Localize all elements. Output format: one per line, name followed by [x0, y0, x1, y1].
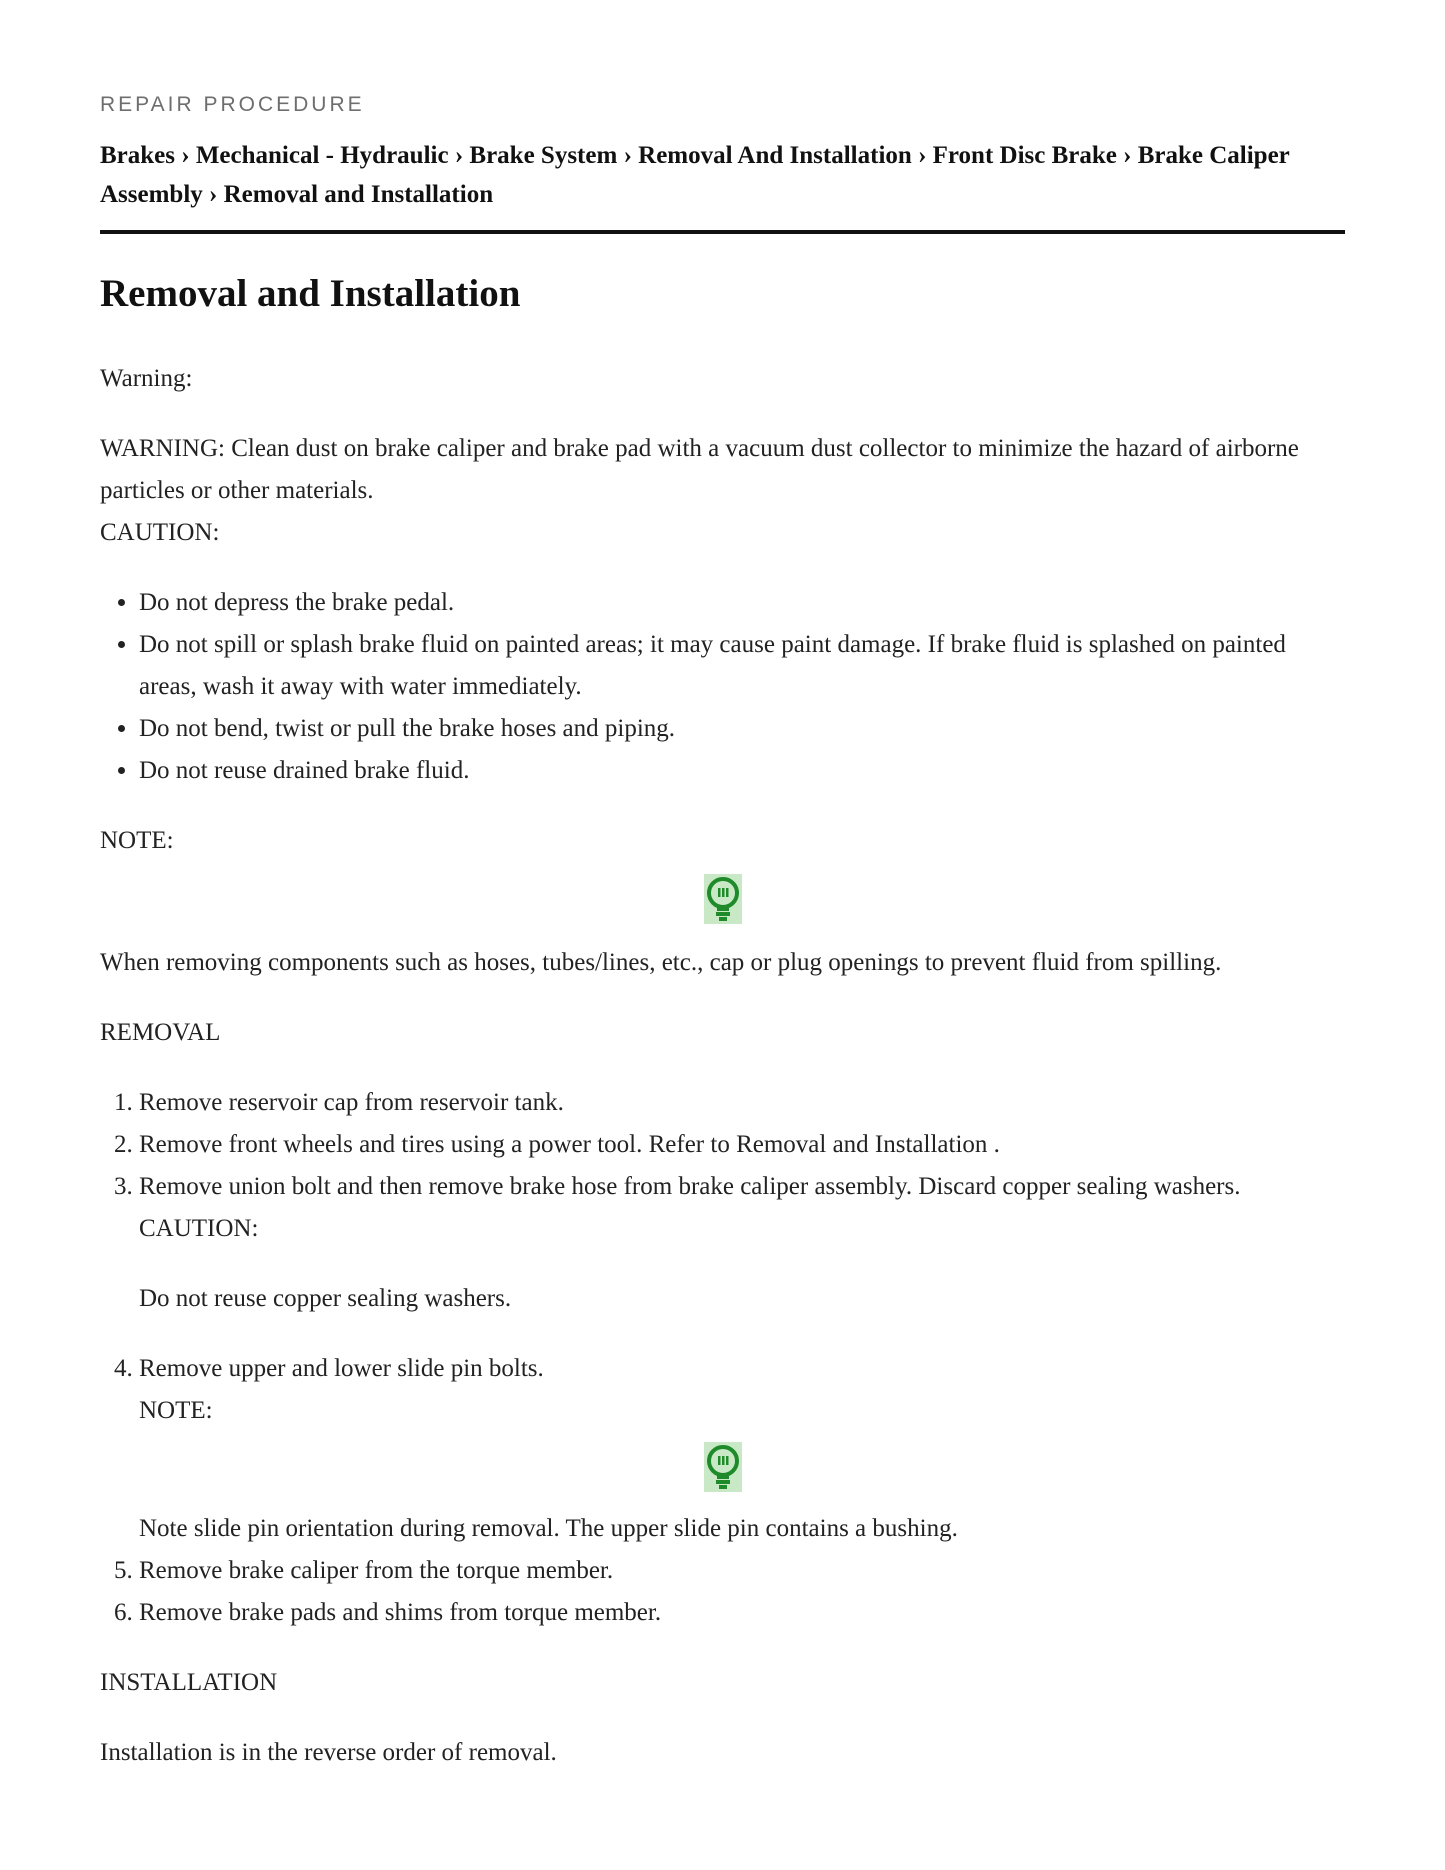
breadcrumb-separator: ›: [1123, 142, 1132, 169]
list-item: • Do not reuse drained brake fluid.: [139, 750, 1345, 792]
breadcrumb-item-brake-system[interactable]: Brake System: [469, 142, 618, 169]
breadcrumb-item-brake-caliper-assembly[interactable]: Brake Caliper Assembly: [100, 142, 1290, 208]
step-item: [139, 1348, 1345, 1550]
note-label: NOTE:: [100, 827, 174, 854]
breadcrumb-separator: ›: [918, 142, 927, 169]
breadcrumb-item-front-disc-brake[interactable]: Front Disc Brake: [932, 142, 1117, 169]
page-title: Removal and Installation: [100, 272, 521, 315]
step-item: [139, 1166, 1345, 1320]
installation-text: Installation is in the reverse order of removal.: [100, 1739, 557, 1766]
step-text: Remove brake caliper from the torque member.: [139, 1557, 614, 1584]
step-text: Remove reservoir cap from reservoir tank.: [139, 1089, 564, 1116]
installation-heading: INSTALLATION: [100, 1669, 278, 1696]
breadcrumb-item-removal-and-installation[interactable]: Removal And Installation: [638, 142, 912, 169]
step-caution-label: CAUTION:: [139, 1215, 259, 1242]
removal-steps: [100, 1082, 1345, 1634]
note-text: When removing components such as hoses, tubes/lines, etc., cap or plug openings to prevent fluid from spilling.: [100, 949, 1222, 976]
step-caution-text: Do not reuse copper sealing washers.: [139, 1285, 512, 1312]
warning-label: Warning:: [100, 365, 193, 392]
caution-label: CAUTION:: [100, 519, 220, 546]
breadcrumb-separator: ›: [623, 142, 632, 169]
removal-heading: REMOVAL: [100, 1019, 221, 1046]
breadcrumb-item-brakes[interactable]: Brakes: [100, 142, 175, 169]
step-text: Remove upper and lower slide pin bolts.: [139, 1355, 544, 1382]
breadcrumb-separator: ›: [181, 142, 190, 169]
step-item: [139, 1124, 1345, 1166]
step-note-text: Note slide pin orientation during removal. The upper slide pin contains a bushing.: [139, 1515, 958, 1542]
lightbulb-icon: [704, 1442, 742, 1492]
section-eyebrow: REPAIR PROCEDURE: [100, 93, 365, 116]
breadcrumb-separator: ›: [209, 181, 218, 208]
breadcrumb-item-mechanical-hydraulic[interactable]: Mechanical - Hydraulic: [195, 142, 449, 169]
step-text: Remove union bolt and then remove brake hose from brake caliper assembly. Discard copper sealing washers.: [139, 1173, 1241, 1200]
breadcrumb: [100, 136, 1345, 234]
step-item: [139, 1082, 1345, 1124]
breadcrumb-item-current: Removal and Installation: [223, 181, 494, 208]
list-item: • Do not spill or splash brake fluid on painted areas; it may cause paint damage. If brake fluid is splashed on painted areas, wash it away with water immediately.: [139, 624, 1345, 708]
step-item: [139, 1592, 1345, 1634]
lightbulb-icon: [704, 874, 742, 924]
list-item: • Do not depress the brake pedal.: [139, 582, 1345, 624]
step-note-label: NOTE:: [139, 1397, 213, 1424]
step-item: [139, 1550, 1345, 1592]
list-item: • Do not bend, twist or pull the brake hoses and piping.: [139, 708, 1345, 750]
step-text: Remove brake pads and shims from torque member.: [139, 1599, 662, 1626]
step-text: Remove front wheels and tires using a power tool. Refer to Removal and Installation .: [139, 1131, 1000, 1158]
caution-list: [100, 582, 1345, 792]
breadcrumb-separator: ›: [454, 142, 464, 169]
warning-text: WARNING: Clean dust on brake caliper and brake pad with a vacuum dust collector to minimize the hazard of airborne particles or other materials.: [100, 435, 1299, 504]
